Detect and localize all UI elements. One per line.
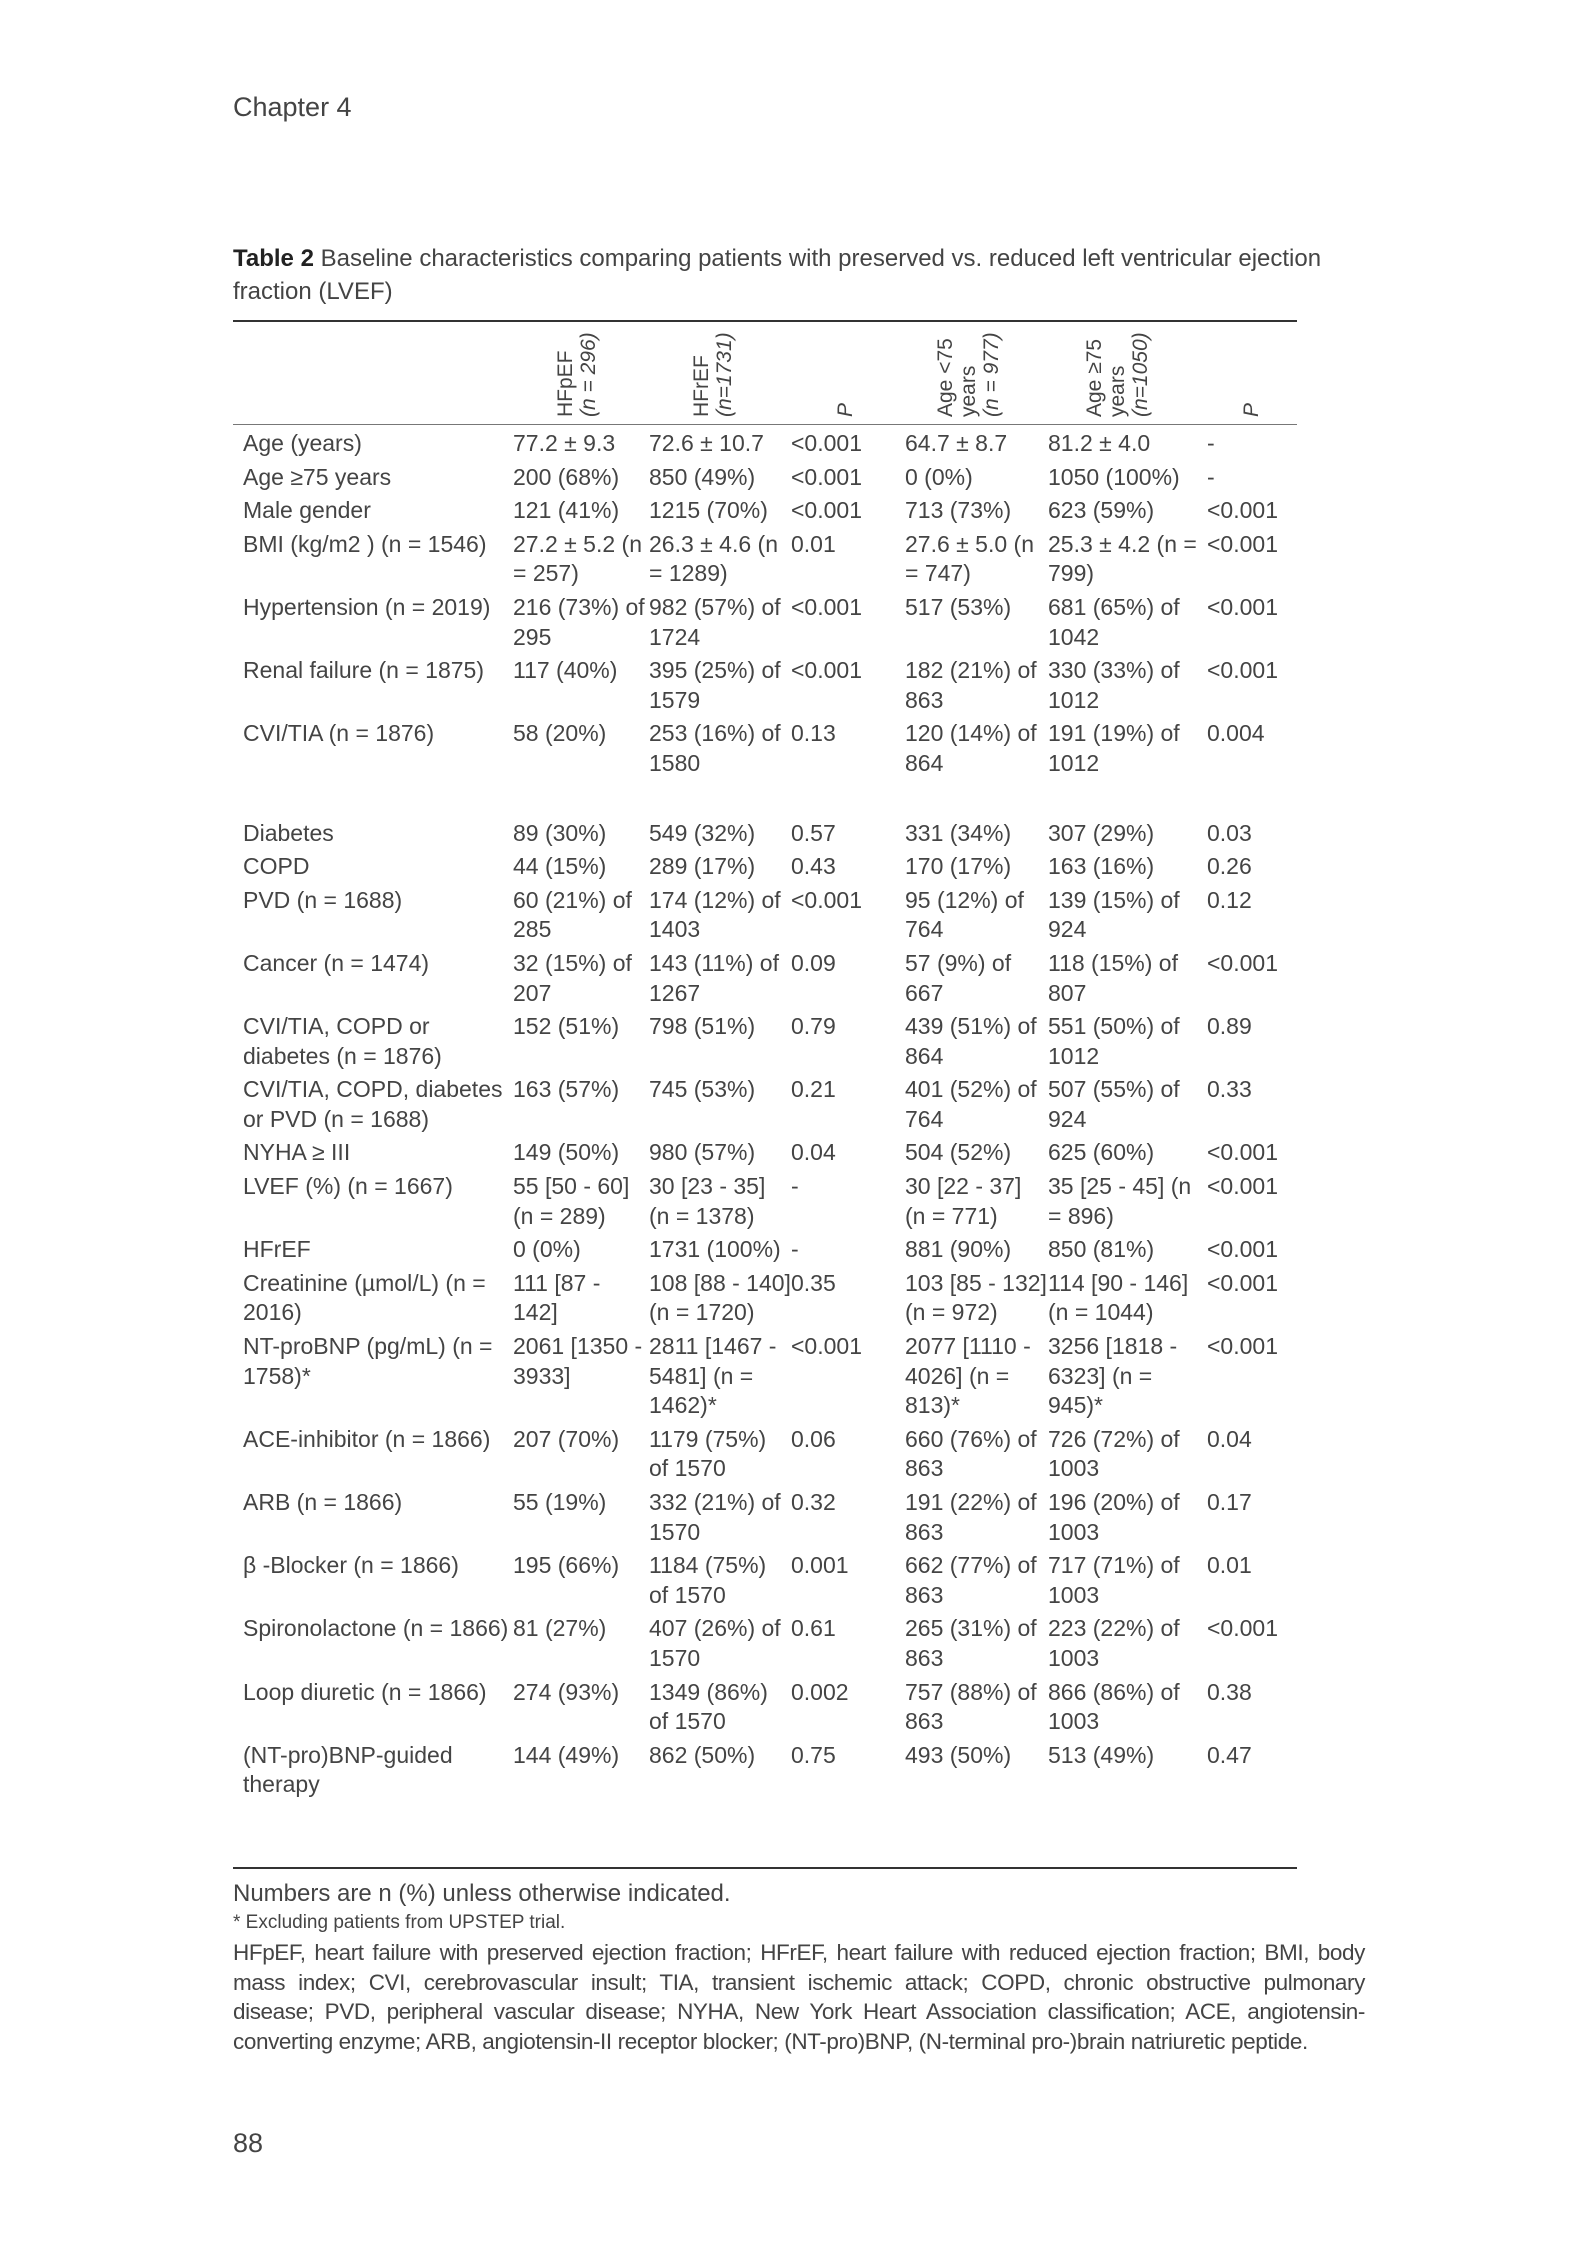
col-header-p2 — [1240, 325, 1263, 417]
cell-hfpef: 274 (93%) — [513, 1678, 620, 1705]
cell-p1: <0.001 — [791, 463, 862, 490]
cell-hfpef: 81 (27%) — [513, 1615, 607, 1642]
col-header-p2-label: P — [1240, 402, 1263, 417]
cell-hfref: 26.3 ± 4.6 (n = 1289) — [649, 530, 778, 587]
cell-p1: <0.001 — [791, 1333, 862, 1360]
cell-p2: <0.001 — [1207, 593, 1278, 620]
cell-p2: <0.001 — [1207, 1139, 1278, 1166]
cell-p1: 0.09 — [791, 949, 836, 976]
table-row — [233, 948, 1297, 1011]
running-header: Chapter 4 — [233, 92, 352, 122]
table-row — [233, 655, 1297, 718]
cell-hfref: 30 [23 - 35] (n = 1378) — [649, 1173, 766, 1229]
cell-young: 662 (77%) of 863 — [905, 1552, 1037, 1608]
footnote-star: * Excluding patients from UPSTEP trial. — [233, 1912, 566, 1933]
cell-young: 660 (76%) of 863 — [905, 1425, 1037, 1482]
col-header-p1-label: P — [834, 402, 857, 417]
table-body — [233, 428, 1297, 1803]
cell-p2: 0.26 — [1207, 853, 1252, 880]
table-row — [233, 495, 1297, 529]
cell-p1: 0.79 — [791, 1013, 836, 1040]
col-header-hfref — [690, 325, 736, 417]
row-label: Diabetes — [243, 819, 334, 846]
cell-p1: 0.32 — [791, 1489, 836, 1515]
cell-hfref: 798 (51%) — [649, 1013, 756, 1040]
cell-old: 717 (71%) of 1003 — [1048, 1552, 1180, 1608]
cell-p1: 0.75 — [791, 1741, 836, 1768]
cell-old: 513 (49%) — [1048, 1741, 1155, 1768]
row-label: Loop diuretic (n = 1866) — [243, 1678, 487, 1705]
cell-hfpef: 200 (68%) — [513, 463, 620, 490]
cell-p1: 0.57 — [791, 819, 836, 846]
row-label: Cancer (n = 1474) — [243, 949, 430, 976]
col-header-young — [934, 325, 1003, 417]
cell-p1: 0.01 — [791, 530, 836, 557]
cell-old: 850 (81%) — [1048, 1236, 1155, 1263]
cell-old: 726 (72%) of 1003 — [1048, 1425, 1180, 1482]
table-row — [233, 1137, 1297, 1171]
cell-young: 713 (73%) — [905, 497, 1012, 524]
cell-p1: 0.35 — [791, 1269, 836, 1296]
cell-p1: <0.001 — [791, 593, 862, 620]
row-label: HFrEF — [243, 1236, 311, 1263]
cell-old: 118 (15%) of 807 — [1048, 949, 1178, 1006]
cell-p2: <0.001 — [1207, 657, 1278, 684]
row-label: LVEF (%) (n = 1667) — [243, 1173, 453, 1200]
cell-hfref: 72.6 ± 10.7 — [649, 430, 764, 456]
col-header-young-n: (n = 977) — [980, 332, 1003, 417]
table-row — [233, 1613, 1297, 1676]
cell-old: 163 (16%) — [1048, 853, 1155, 880]
cell-p1: <0.001 — [791, 886, 862, 913]
cell-young: 331 (34%) — [905, 819, 1012, 846]
cell-hfref: 850 (49%) — [649, 463, 756, 490]
cell-old: 139 (15%) of 924 — [1048, 886, 1180, 943]
table-caption — [233, 242, 1363, 308]
cell-hfref: 143 (11%) of 1267 — [649, 949, 779, 1006]
cell-hfpef: 111 [87 - 142] — [513, 1269, 601, 1326]
cell-young: 881 (90%) — [905, 1236, 1012, 1263]
cell-p2: 0.47 — [1207, 1741, 1252, 1768]
col-header-young-sub: years — [957, 365, 980, 417]
row-label: CVI/TIA, COPD, diabetes or PVD (n = 1688) — [243, 1076, 503, 1132]
cell-hfref: 1215 (70%) — [649, 497, 768, 524]
table-row — [233, 818, 1297, 852]
cell-old: 191 (19%) of 1012 — [1048, 720, 1180, 776]
table-row — [233, 462, 1297, 496]
page-number: 88 — [233, 2128, 264, 2158]
row-label: β -Blocker (n = 1866) — [243, 1552, 459, 1579]
baseline-table — [233, 428, 1297, 1803]
cell-hfref: 395 (25%) of 1579 — [649, 657, 781, 713]
col-header-hfref-n: (n=1731) — [713, 332, 736, 417]
cell-young: 2077 [1110 - 4026] (n = 813)* — [905, 1333, 1031, 1419]
cell-young: 64.7 ± 8.7 — [905, 430, 1008, 456]
cell-p1: 0.13 — [791, 720, 836, 747]
table-row — [233, 529, 1297, 592]
table-row — [233, 1677, 1297, 1740]
cell-young: 401 (52%) of 764 — [905, 1076, 1037, 1132]
cell-p1: <0.001 — [791, 657, 862, 684]
cell-hfpef: 55 (19%) — [513, 1489, 607, 1515]
row-label: Spironolactone (n = 1866) — [243, 1615, 509, 1642]
cell-hfref: 108 [88 - 140] (n = 1720) — [649, 1269, 791, 1326]
cell-young: 265 (31%) of 863 — [905, 1615, 1037, 1671]
cell-hfpef: 2061 [1350 - 3933] — [513, 1333, 643, 1389]
cell-young: 191 (22%) of 863 — [905, 1489, 1037, 1545]
cell-young: 120 (14%) of 864 — [905, 720, 1037, 776]
cell-hfpef: 58 (20%) — [513, 720, 607, 747]
cell-old: 1050 (100%) — [1048, 463, 1180, 490]
table-row — [233, 1011, 1297, 1074]
cell-young: 0 (0%) — [905, 463, 973, 490]
cell-old: 507 (55%) of 924 — [1048, 1076, 1180, 1132]
cell-young: 439 (51%) of 864 — [905, 1013, 1037, 1069]
row-label: NYHA ≥ III — [243, 1139, 351, 1166]
cell-hfref: 332 (21%) of 1570 — [649, 1489, 781, 1545]
cell-p2: <0.001 — [1207, 530, 1278, 557]
cell-old: 551 (50%) of 1012 — [1048, 1013, 1180, 1069]
cell-p1: 0.61 — [791, 1615, 836, 1642]
cell-hfpef: 149 (50%) — [513, 1139, 620, 1166]
cell-old: 866 (86%) of 1003 — [1048, 1678, 1180, 1735]
cell-p2: 0.33 — [1207, 1076, 1252, 1103]
cell-p2: 0.12 — [1207, 886, 1252, 913]
cell-hfpef: 55 [50 - 60] (n = 289) — [513, 1173, 630, 1229]
cell-hfref: 2811 [1467 - 5481] (n = 1462)* — [649, 1333, 777, 1419]
cell-p2: 0.04 — [1207, 1425, 1252, 1452]
col-header-old — [1083, 325, 1152, 417]
table-row — [233, 851, 1297, 885]
cell-hfref: 980 (57%) — [649, 1139, 756, 1166]
cell-p1: <0.001 — [791, 430, 862, 456]
cell-old: 3256 [1818 - 6323] (n = 945)* — [1048, 1333, 1178, 1419]
cell-hfpef: 152 (51%) — [513, 1013, 620, 1040]
cell-old: 223 (22%) of 1003 — [1048, 1615, 1180, 1671]
table-header-rule — [233, 424, 1297, 425]
table-bottom-rule — [233, 1867, 1297, 1869]
footnote-numbers: Numbers are n (%) unless otherwise indicated. — [233, 1880, 731, 1907]
cell-young: 57 (9%) of 667 — [905, 949, 1012, 1006]
cell-hfpef: 32 (15%) of 207 — [513, 949, 632, 1006]
row-label: BMI (kg/m2 ) (n = 1546) — [243, 530, 487, 557]
cell-p1: 0.001 — [791, 1552, 849, 1579]
col-header-old-sub: years — [1106, 365, 1129, 417]
cell-p1: 0.06 — [791, 1425, 836, 1452]
cell-old: 81.2 ± 4.0 — [1048, 430, 1151, 456]
cell-hfpef: 27.2 ± 5.2 (n = 257) — [513, 530, 642, 587]
cell-p2: <0.001 — [1207, 949, 1278, 976]
cell-young: 30 [22 - 37] (n = 771) — [905, 1173, 1022, 1229]
cell-hfpef: 117 (40%) — [513, 657, 618, 684]
table-row — [233, 1740, 1297, 1803]
table-top-rule — [233, 320, 1297, 322]
row-label: Age (years) — [243, 430, 362, 456]
cell-hfpef: 207 (70%) — [513, 1425, 620, 1452]
col-header-hfref-name: HFrEF — [690, 355, 713, 417]
row-label: Age ≥75 years — [243, 463, 392, 490]
cell-young: 27.6 ± 5.0 (n = 747) — [905, 530, 1034, 587]
cell-hfref: 1349 (86%) of 1570 — [649, 1678, 768, 1735]
cell-hfref: 1731 (100%) — [649, 1236, 781, 1263]
cell-hfpef: 77.2 ± 9.3 — [513, 430, 616, 456]
cell-p2: <0.001 — [1207, 1615, 1278, 1642]
cell-p2: <0.001 — [1207, 497, 1278, 524]
footnote-abbreviations: HFpEF, heart failure with preserved ejection fraction; HFrEF, heart failure with reduced ejection fraction; BMI, body mass index; CVI, cerebrovascular insult; TIA, transient ischemic attack; COPD, chronic obstructive pulmonary disease; PVD, peripheral vascular disease; NYHA, New York Heart Association classification; ACE, angiotensin-converting enzyme; ARB, angiotensin-II receptor blocker; (NT-pro)BNP, (N-terminal pro-)brain natriuretic peptide. — [233, 1940, 1365, 2054]
table-row — [233, 1550, 1297, 1613]
table-row — [233, 1171, 1297, 1234]
cell-old: 25.3 ± 4.2 (n = 799) — [1048, 530, 1197, 587]
row-label: ARB (n = 1866) — [243, 1489, 403, 1515]
table-label: Table 2 — [233, 245, 314, 272]
cell-p2: <0.001 — [1207, 1236, 1278, 1263]
row-label: NT-proBNP (pg/mL) (n = 1758)* — [243, 1333, 493, 1389]
row-label: Hypertension (n = 2019) — [243, 593, 491, 620]
cell-young: 493 (50%) — [905, 1741, 1012, 1768]
table-row — [233, 1234, 1297, 1268]
row-label: (NT-pro)BNP-guided therapy — [243, 1741, 453, 1798]
cell-p1: 0.002 — [791, 1678, 849, 1705]
col-header-p1 — [834, 325, 857, 417]
cell-p1: 0.04 — [791, 1139, 836, 1166]
cell-old: 681 (65%) of 1042 — [1048, 593, 1180, 650]
cell-hfpef: 121 (41%) — [513, 497, 620, 524]
cell-p1: - — [791, 1173, 799, 1200]
table-row — [233, 1074, 1297, 1137]
cell-p2: 0.38 — [1207, 1678, 1252, 1705]
cell-young: 517 (53%) — [905, 593, 1012, 620]
table-row — [233, 885, 1297, 948]
col-header-hfpef-name: HFpEF — [554, 350, 577, 417]
cell-old: 625 (60%) — [1048, 1139, 1155, 1166]
cell-hfpef: 163 (57%) — [513, 1076, 620, 1103]
cell-hfref: 862 (50%) — [649, 1741, 756, 1768]
table-row — [233, 1487, 1297, 1550]
cell-hfref: 174 (12%) of 1403 — [649, 886, 781, 943]
cell-p2: 0.01 — [1207, 1552, 1252, 1579]
cell-hfref: 982 (57%) of 1724 — [649, 593, 781, 650]
cell-hfpef: 144 (49%) — [513, 1741, 620, 1768]
row-label: Renal failure (n = 1875) — [243, 657, 485, 684]
cell-p2: 0.17 — [1207, 1489, 1252, 1515]
row-label: COPD — [243, 853, 310, 880]
cell-hfpef: 216 (73%) of 295 — [513, 593, 645, 650]
cell-old: 35 [25 - 45] (n = 896) — [1048, 1173, 1192, 1229]
row-label: CVI/TIA (n = 1876) — [243, 720, 435, 747]
table-row — [233, 1268, 1297, 1331]
col-header-young-name: Age <75 — [934, 338, 957, 417]
cell-young: 170 (17%) — [905, 853, 1012, 880]
cell-p1: - — [791, 1236, 799, 1263]
cell-old: 307 (29%) — [1048, 819, 1155, 846]
cell-hfpef: 89 (30%) — [513, 819, 607, 846]
table-title: Baseline characteristics comparing patients with preserved vs. reduced left ventricular ejection fraction (LVEF) — [233, 245, 1322, 305]
cell-p2: <0.001 — [1207, 1269, 1278, 1296]
cell-hfref: 1184 (75%) of 1570 — [649, 1552, 767, 1608]
row-label: PVD (n = 1688) — [243, 886, 403, 913]
col-header-hfpef — [554, 325, 600, 417]
row-label: Male gender — [243, 497, 371, 524]
row-label: CVI/TIA, COPD or diabetes (n = 1876) — [243, 1013, 442, 1069]
cell-p1: 0.21 — [791, 1076, 836, 1103]
col-header-old-name: Age ≥75 — [1083, 338, 1106, 417]
cell-hfref: 1179 (75%) of 1570 — [649, 1425, 767, 1482]
col-header-hfpef-n: (n = 296) — [577, 332, 600, 417]
cell-p2: 0.004 — [1207, 720, 1265, 747]
cell-hfref: 745 (53%) — [649, 1076, 756, 1103]
cell-old: 114 [90 - 146] (n = 1044) — [1048, 1269, 1189, 1326]
cell-young: 95 (12%) of 764 — [905, 886, 1024, 943]
cell-hfref: 549 (32%) — [649, 819, 756, 846]
cell-young: 182 (21%) of 863 — [905, 657, 1037, 713]
cell-p1: <0.001 — [791, 497, 862, 524]
col-header-old-n: (n=1050) — [1129, 332, 1152, 417]
table-row — [233, 592, 1297, 655]
cell-p2: 0.03 — [1207, 819, 1252, 846]
cell-young: 103 [85 - 132] (n = 972) — [905, 1269, 1047, 1326]
cell-hfref: 289 (17%) — [649, 853, 756, 880]
cell-old: 196 (20%) of 1003 — [1048, 1489, 1180, 1545]
cell-old: 623 (59%) — [1048, 497, 1155, 524]
cell-hfpef: 60 (21%) of 285 — [513, 886, 632, 943]
cell-young: 757 (88%) of 863 — [905, 1678, 1037, 1735]
table-row — [233, 1331, 1297, 1424]
cell-p2: <0.001 — [1207, 1173, 1278, 1200]
table-row — [233, 428, 1297, 462]
table-row — [233, 1424, 1297, 1487]
cell-p2: <0.001 — [1207, 1333, 1278, 1360]
cell-p2: - — [1207, 463, 1215, 490]
table-row-spacer — [233, 782, 1297, 818]
cell-hfpef: 195 (66%) — [513, 1552, 620, 1579]
cell-hfref: 407 (26%) of 1570 — [649, 1615, 781, 1671]
row-label: Creatinine (µmol/L) (n = 2016) — [243, 1269, 486, 1326]
cell-hfpef: 44 (15%) — [513, 853, 607, 880]
cell-old: 330 (33%) of 1012 — [1048, 657, 1180, 713]
row-label: ACE-inhibitor (n = 1866) — [243, 1425, 491, 1452]
cell-hfref: 253 (16%) of 1580 — [649, 720, 781, 776]
cell-p2: - — [1207, 430, 1215, 456]
cell-young: 504 (52%) — [905, 1139, 1012, 1166]
table-row — [233, 718, 1297, 781]
cell-hfpef: 0 (0%) — [513, 1236, 581, 1263]
cell-p1: 0.43 — [791, 853, 836, 880]
cell-p2: 0.89 — [1207, 1013, 1252, 1040]
